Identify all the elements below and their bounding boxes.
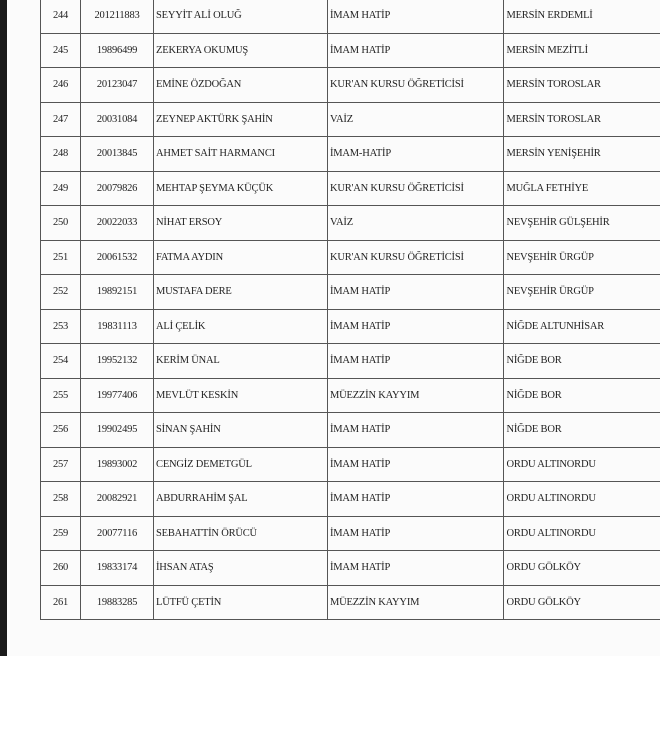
job-title-cell: KUR'AN KURSU ÖĞRETİCİSİ xyxy=(327,171,503,206)
location-cell: ORDU ALTINORDU xyxy=(504,482,660,517)
row-number-cell: 253 xyxy=(41,309,81,344)
full-name-cell: MUSTAFA DERE xyxy=(154,275,328,310)
registry-number-cell: 20022033 xyxy=(81,206,154,241)
table-row xyxy=(41,137,660,172)
location-cell: NİĞDE ALTUNHİSAR xyxy=(504,309,660,344)
table-row xyxy=(41,102,660,137)
location-cell: ORDU ALTINORDU xyxy=(504,516,660,551)
registry-number-cell: 20079826 xyxy=(81,171,154,206)
registry-number-cell: 19883285 xyxy=(81,585,154,620)
registry-number-cell: 20031084 xyxy=(81,102,154,137)
table-row xyxy=(41,171,660,206)
row-number-cell: 244 xyxy=(41,0,81,33)
job-title-cell: İMAM HATİP xyxy=(327,551,503,586)
full-name-cell: İHSAN ATAŞ xyxy=(154,551,328,586)
location-cell: NEVŞEHİR GÜLŞEHİR xyxy=(504,206,660,241)
job-title-cell: MÜEZZİN KAYYIM xyxy=(327,378,503,413)
full-name-cell: FATMA AYDIN xyxy=(154,240,328,275)
row-number-cell: 255 xyxy=(41,378,81,413)
full-name-cell: LÜTFÜ ÇETİN xyxy=(154,585,328,620)
row-number-cell: 257 xyxy=(41,447,81,482)
registry-number-cell: 20123047 xyxy=(81,68,154,103)
row-number-cell: 261 xyxy=(41,585,81,620)
table-row xyxy=(41,516,660,551)
row-number-cell: 245 xyxy=(41,33,81,68)
location-cell: ORDU GÖLKÖY xyxy=(504,551,660,586)
registry-number-cell: 19896499 xyxy=(81,33,154,68)
registry-number-cell: 19893002 xyxy=(81,447,154,482)
location-cell: MUĞLA FETHİYE xyxy=(504,171,660,206)
full-name-cell: ALİ ÇELİK xyxy=(154,309,328,344)
table-row xyxy=(41,344,660,379)
row-number-cell: 254 xyxy=(41,344,81,379)
job-title-cell: İMAM HATİP xyxy=(327,413,503,448)
left-border-bar xyxy=(0,0,7,656)
job-title-cell: VAİZ xyxy=(327,206,503,241)
location-cell: MERSİN ERDEMLİ xyxy=(504,0,660,33)
location-cell: NEVŞEHİR ÜRGÜP xyxy=(504,240,660,275)
registry-number-cell: 19831113 xyxy=(81,309,154,344)
registry-number-cell: 20061532 xyxy=(81,240,154,275)
table-row xyxy=(41,447,660,482)
job-title-cell: İMAM-HATİP xyxy=(327,137,503,172)
table-row xyxy=(41,378,660,413)
registry-number-cell: 20077116 xyxy=(81,516,154,551)
job-title-cell: İMAM HATİP xyxy=(327,516,503,551)
job-title-cell: İMAM HATİP xyxy=(327,0,503,33)
row-number-cell: 250 xyxy=(41,206,81,241)
job-title-cell: İMAM HATİP xyxy=(327,309,503,344)
table-row xyxy=(41,206,660,241)
location-cell: MERSİN TOROSLAR xyxy=(504,68,660,103)
full-name-cell: KERİM ÜNAL xyxy=(154,344,328,379)
job-title-cell: KUR'AN KURSU ÖĞRETİCİSİ xyxy=(327,240,503,275)
job-title-cell: VAİZ xyxy=(327,102,503,137)
full-name-cell: SİNAN ŞAHİN xyxy=(154,413,328,448)
table-body xyxy=(41,0,660,620)
row-number-cell: 256 xyxy=(41,413,81,448)
table-row xyxy=(41,309,660,344)
full-name-cell: AHMET SAİT HARMANCI xyxy=(154,137,328,172)
row-number-cell: 251 xyxy=(41,240,81,275)
table-row xyxy=(41,240,660,275)
location-cell: MERSİN MEZİTLİ xyxy=(504,33,660,68)
full-name-cell: ZEKERYA OKUMUŞ xyxy=(154,33,328,68)
row-number-cell: 259 xyxy=(41,516,81,551)
row-number-cell: 246 xyxy=(41,68,81,103)
personnel-table xyxy=(40,0,660,620)
full-name-cell: SEBAHATTİN ÖRÜCÜ xyxy=(154,516,328,551)
registry-number-cell: 19902495 xyxy=(81,413,154,448)
registry-number-cell: 19952132 xyxy=(81,344,154,379)
job-title-cell: İMAM HATİP xyxy=(327,33,503,68)
job-title-cell: KUR'AN KURSU ÖĞRETİCİSİ xyxy=(327,68,503,103)
full-name-cell: CENGİZ DEMETGÜL xyxy=(154,447,328,482)
job-title-cell: MÜEZZİN KAYYIM xyxy=(327,585,503,620)
table-row xyxy=(41,413,660,448)
row-number-cell: 249 xyxy=(41,171,81,206)
location-cell: NİĞDE BOR xyxy=(504,413,660,448)
row-number-cell: 258 xyxy=(41,482,81,517)
table-row xyxy=(41,551,660,586)
location-cell: ORDU ALTINORDU xyxy=(504,447,660,482)
row-number-cell: 260 xyxy=(41,551,81,586)
registry-number-cell: 20013845 xyxy=(81,137,154,172)
job-title-cell: İMAM HATİP xyxy=(327,344,503,379)
location-cell: NEVŞEHİR ÜRGÜP xyxy=(504,275,660,310)
location-cell: MERSİN TOROSLAR xyxy=(504,102,660,137)
location-cell: MERSİN YENİŞEHİR xyxy=(504,137,660,172)
registry-number-cell: 19833174 xyxy=(81,551,154,586)
table-row xyxy=(41,275,660,310)
table-row xyxy=(41,482,660,517)
full-name-cell: EMİNE ÖZDOĞAN xyxy=(154,68,328,103)
full-name-cell: ZEYNEP AKTÜRK ŞAHİN xyxy=(154,102,328,137)
location-cell: NİĞDE BOR xyxy=(504,378,660,413)
registry-number-cell: 19892151 xyxy=(81,275,154,310)
registry-number-cell: 20082921 xyxy=(81,482,154,517)
full-name-cell: MEHTAP ŞEYMA KÜÇÜK xyxy=(154,171,328,206)
row-number-cell: 247 xyxy=(41,102,81,137)
location-cell: NİĞDE BOR xyxy=(504,344,660,379)
registry-number-cell: 19977406 xyxy=(81,378,154,413)
row-number-cell: 252 xyxy=(41,275,81,310)
full-name-cell: ABDURRAHİM ŞAL xyxy=(154,482,328,517)
full-name-cell: MEVLÜT KESKİN xyxy=(154,378,328,413)
job-title-cell: İMAM HATİP xyxy=(327,447,503,482)
job-title-cell: İMAM HATİP xyxy=(327,482,503,517)
table-row xyxy=(41,0,660,33)
job-title-cell: İMAM HATİP xyxy=(327,275,503,310)
table-row xyxy=(41,33,660,68)
table-row xyxy=(41,585,660,620)
full-name-cell: NİHAT ERSOY xyxy=(154,206,328,241)
registry-number-cell: 201211883 xyxy=(81,0,154,33)
row-number-cell: 248 xyxy=(41,137,81,172)
document-page xyxy=(7,0,660,656)
full-name-cell: SEYYİT ALİ OLUĞ xyxy=(154,0,328,33)
table-row xyxy=(41,68,660,103)
location-cell: ORDU GÖLKÖY xyxy=(504,585,660,620)
